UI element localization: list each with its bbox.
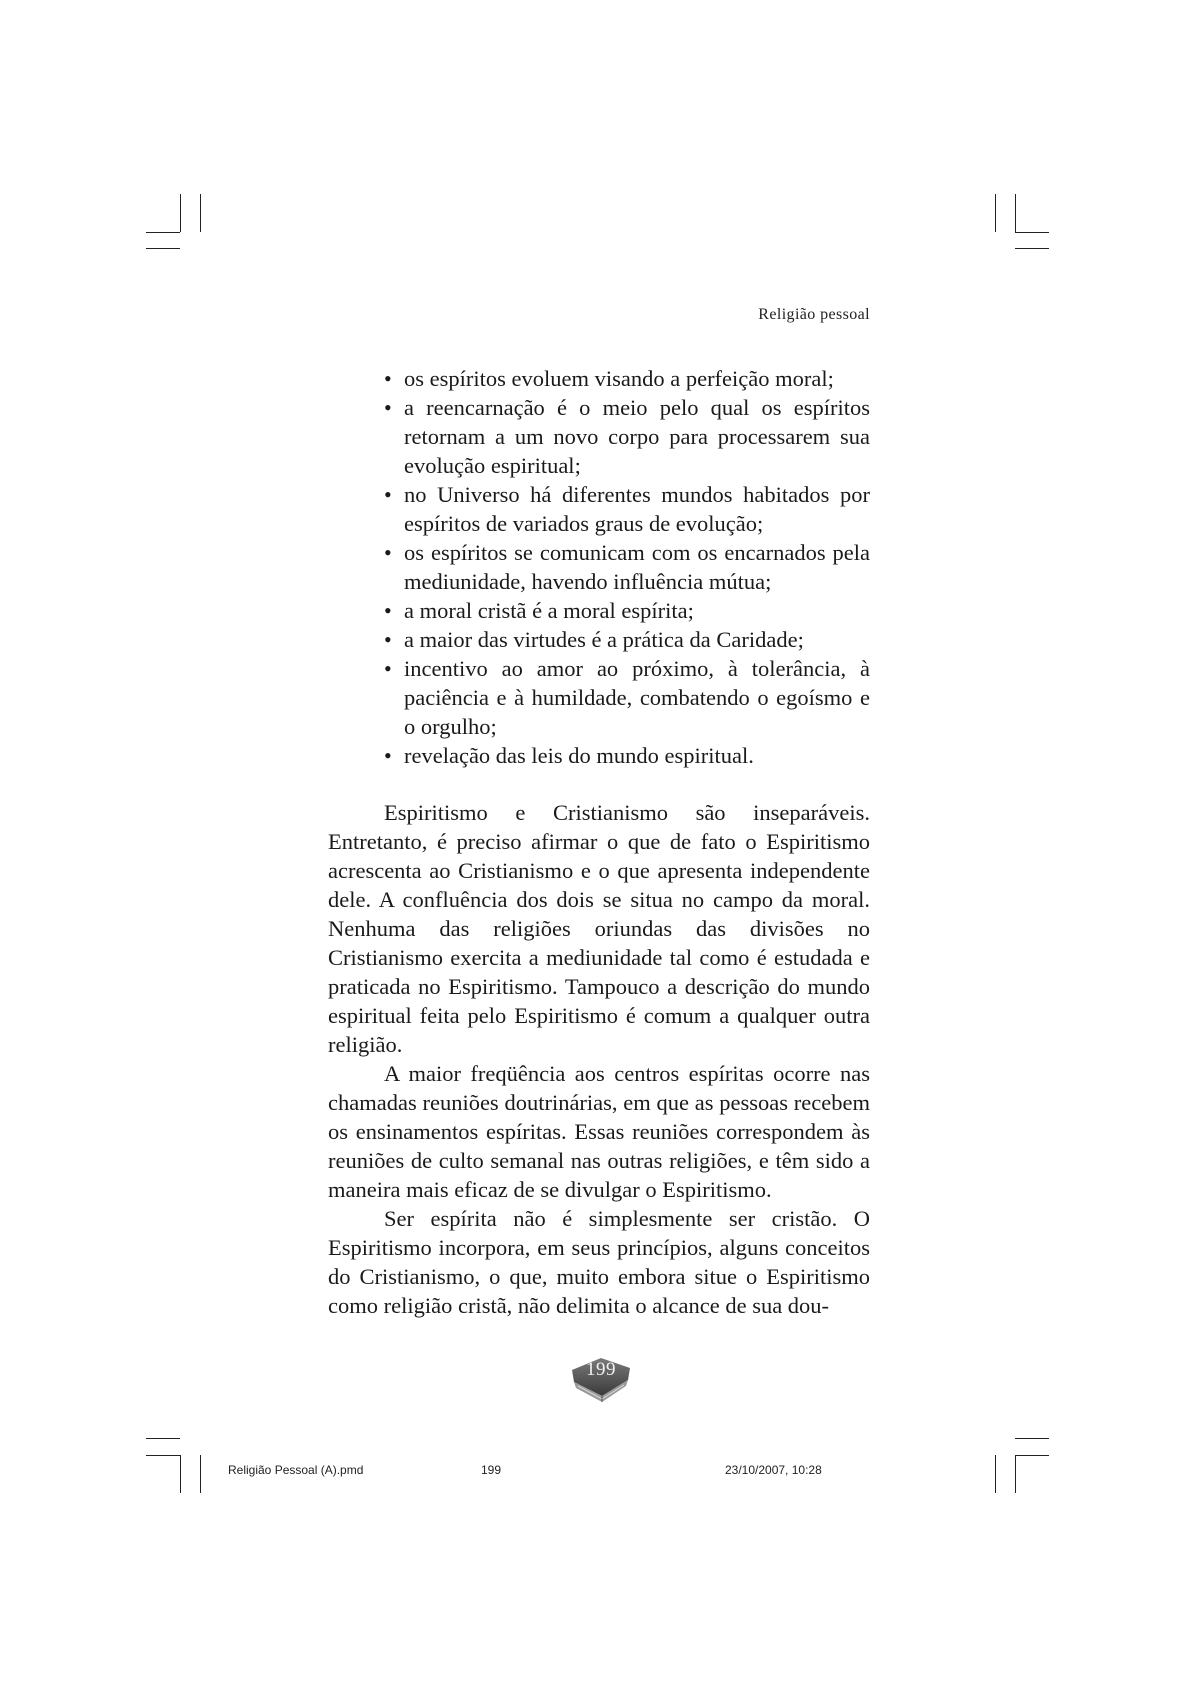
bullet-list [384, 364, 870, 770]
list-item: • incentivo ao amor ao próximo, à tolerância, à paciência e à humildade, combatendo o egoísmo e o orgulho; [384, 654, 870, 741]
paragraph: Ser espírita não é simplesmente ser cristão. O Espiritismo incorpora, em seus princípios, alguns conceitos do Cristianismo, o que, muito embora situe o Espiritismo como religião cristã, não delimita o alcance de sua dou- [328, 1206, 870, 1318]
crop-mark [200, 1455, 201, 1493]
list-item: • os espíritos se comunicam com os encarnados pela mediunidade, havendo influência mútua; [384, 538, 870, 596]
page-number-badge [568, 1354, 634, 1406]
crop-mark [995, 194, 996, 232]
crop-mark [1015, 1438, 1049, 1439]
list-item: • no Universo há diferentes mundos habitados por espíritos de variados graus de evolução; [384, 480, 870, 538]
crop-mark [180, 194, 181, 232]
paragraph: Espiritismo e Cristianismo são inseparáveis. Entretanto, é preciso afirmar o que de fato o Espiritismo acrescenta ao Cristianismo e o que apresenta independente dele. A confluência dos dois se situa no campo da moral. Nenhuma das religiões oriundas das divisões no Cristianismo exercita a mediunidade tal como é estudada e praticada no Espiritismo. Tampouco a descrição do mundo espiritual feita pelo Espiritismo é comum a qualquer outra religião. [328, 800, 870, 1057]
crop-mark [1015, 1455, 1016, 1493]
list-item: • a moral cristã é a moral espírita; [384, 596, 870, 625]
crop-mark [1015, 232, 1049, 233]
running-head: Religião pessoal [758, 306, 870, 323]
crop-mark [1015, 248, 1049, 249]
crop-mark [146, 248, 180, 249]
list-item: • a maior das virtudes é a prática da Caridade; [384, 625, 870, 654]
crop-mark [200, 194, 201, 232]
crop-mark [146, 1455, 180, 1456]
crop-mark [146, 1438, 180, 1439]
list-item: • a reencarnação é o meio pelo qual os espíritos retornam a um novo corpo para processarem sua evolução espiritual; [384, 393, 870, 480]
slug-page: 199 [481, 1463, 502, 1477]
crop-mark [1015, 194, 1016, 232]
crop-mark [1015, 1455, 1049, 1456]
list-item: • os espíritos evoluem visando a perfeição moral; [384, 364, 870, 393]
crop-mark [995, 1455, 996, 1493]
slug-filename: Religião Pessoal (A).pmd [228, 1463, 364, 1477]
slug-datetime: 23/10/2007, 10:28 [725, 1463, 822, 1477]
crop-mark [146, 232, 180, 233]
paragraph: A maior freqüência aos centros espíritas ocorre nas chamadas reuniões doutrinárias, em que as pessoas recebem os ensinamentos espíritas. Essas reuniões correspondem às reuniões de culto semanal nas outras religiões, e têm sido a maneira mais eficaz de se divulgar o Espiritismo. [328, 1061, 870, 1202]
list-item: • revelação das leis do mundo espiritual. [384, 741, 870, 770]
page-number: 199 [586, 1359, 616, 1380]
body-text [328, 798, 870, 1320]
crop-mark [180, 1455, 181, 1493]
